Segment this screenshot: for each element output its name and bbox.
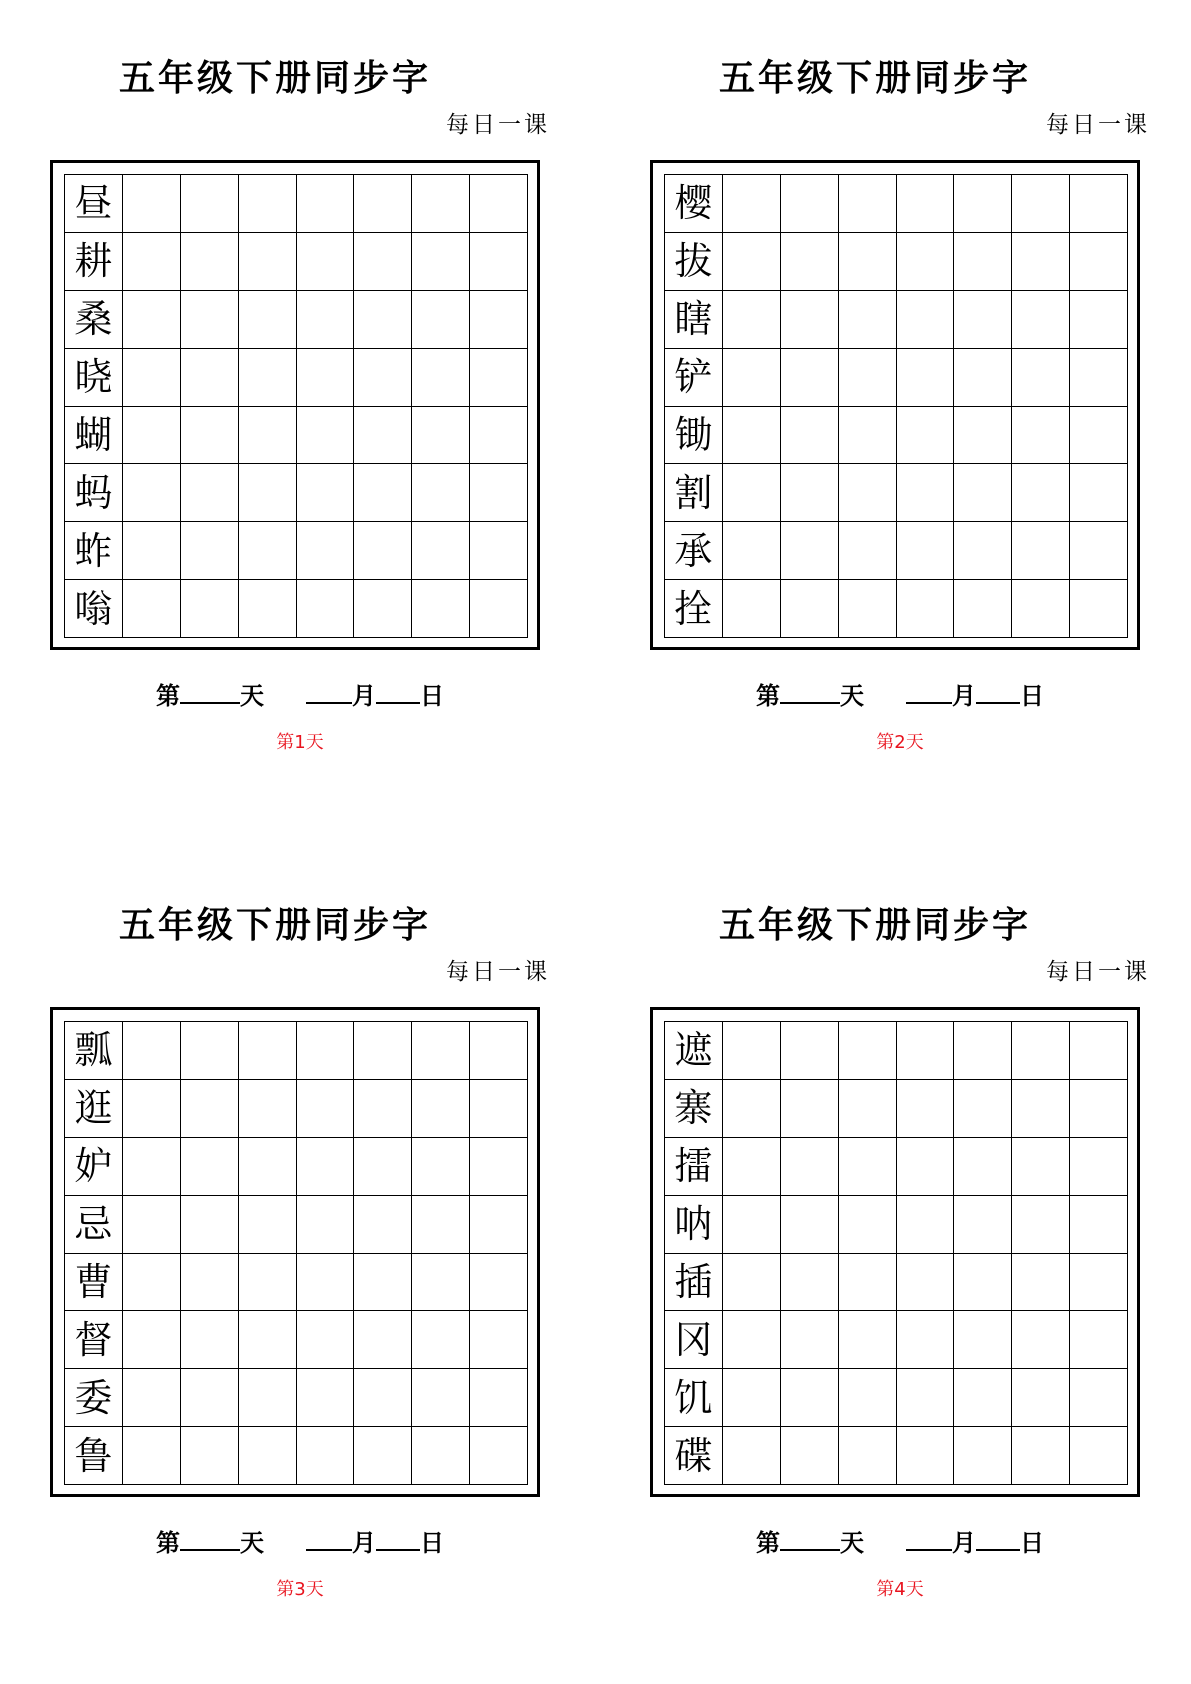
practice-cell[interactable]	[954, 1022, 1012, 1080]
practice-cell[interactable]	[181, 349, 239, 407]
practice-cell[interactable]	[181, 580, 239, 638]
practice-cell[interactable]	[123, 1196, 181, 1254]
practice-cell[interactable]	[723, 175, 781, 233]
practice-cell[interactable]	[297, 1369, 355, 1427]
practice-cell[interactable]	[354, 1311, 412, 1369]
practice-cell[interactable]	[354, 291, 412, 349]
practice-cell[interactable]	[239, 1369, 297, 1427]
practice-cell[interactable]	[412, 1254, 470, 1312]
practice-cell[interactable]	[1012, 1022, 1070, 1080]
model-character-cell: 拴	[665, 580, 723, 638]
practice-cell[interactable]	[839, 464, 897, 522]
practice-grid	[664, 1021, 1128, 1485]
practice-cell[interactable]	[897, 1080, 955, 1138]
practice-cell[interactable]	[239, 175, 297, 233]
practice-cell[interactable]	[897, 1427, 955, 1485]
model-character-cell: 委	[65, 1369, 123, 1427]
practice-cell[interactable]	[954, 349, 1012, 407]
practice-cell[interactable]	[239, 349, 297, 407]
practice-cell[interactable]	[239, 233, 297, 291]
practice-cell[interactable]	[781, 1254, 839, 1312]
practice-cell[interactable]	[470, 1254, 528, 1312]
month-blank[interactable]	[306, 1545, 352, 1551]
model-character-cell: 碟	[665, 1427, 723, 1485]
practice-cell[interactable]	[1012, 233, 1070, 291]
practice-cell[interactable]	[412, 1022, 470, 1080]
practice-cell[interactable]	[297, 175, 355, 233]
practice-cell[interactable]	[1070, 1138, 1128, 1196]
practice-cell[interactable]	[354, 175, 412, 233]
model-character-cell: 割	[665, 464, 723, 522]
practice-cell[interactable]	[297, 233, 355, 291]
practice-cell[interactable]	[239, 1254, 297, 1312]
practice-cell[interactable]	[181, 1311, 239, 1369]
practice-cell[interactable]	[1012, 464, 1070, 522]
practice-cell[interactable]	[1070, 175, 1128, 233]
practice-cell[interactable]	[1012, 1369, 1070, 1427]
model-character-cell: 锄	[665, 407, 723, 465]
practice-cell[interactable]	[897, 580, 955, 638]
practice-grid-frame	[50, 160, 540, 650]
practice-cell[interactable]	[354, 1427, 412, 1485]
practice-cell[interactable]	[412, 291, 470, 349]
practice-cell[interactable]	[470, 349, 528, 407]
worksheet-panel-day-4	[650, 887, 1150, 1607]
practice-cell[interactable]	[1070, 291, 1128, 349]
model-character-cell: 擂	[665, 1138, 723, 1196]
practice-cell[interactable]	[239, 464, 297, 522]
model-character-cell: 拔	[665, 233, 723, 291]
practice-cell[interactable]	[897, 291, 955, 349]
practice-cell[interactable]	[181, 407, 239, 465]
practice-cell[interactable]	[781, 291, 839, 349]
practice-cell[interactable]	[781, 349, 839, 407]
practice-cell[interactable]	[181, 1427, 239, 1485]
practice-cell[interactable]	[1070, 464, 1128, 522]
practice-cell[interactable]	[839, 175, 897, 233]
practice-cell[interactable]	[839, 291, 897, 349]
model-character-cell: 冈	[665, 1311, 723, 1369]
practice-cell[interactable]	[412, 407, 470, 465]
practice-cell[interactable]	[123, 1311, 181, 1369]
practice-cell[interactable]	[123, 291, 181, 349]
practice-cell[interactable]	[470, 1369, 528, 1427]
practice-cell[interactable]	[123, 1138, 181, 1196]
practice-cell[interactable]	[354, 233, 412, 291]
practice-cell[interactable]	[839, 1138, 897, 1196]
practice-cell[interactable]	[723, 522, 781, 580]
practice-grid-frame	[50, 1007, 540, 1497]
practice-cell[interactable]	[723, 291, 781, 349]
practice-cell[interactable]	[354, 1369, 412, 1427]
model-character-cell: 鲁	[65, 1427, 123, 1485]
practice-cell[interactable]	[181, 291, 239, 349]
model-character-cell: 饥	[665, 1369, 723, 1427]
worksheet-title: 五年级下册同步字	[718, 904, 1031, 946]
practice-cell[interactable]	[181, 1080, 239, 1138]
worksheet-subtitle: 每日一课	[446, 959, 550, 985]
practice-cell[interactable]	[897, 233, 955, 291]
practice-cell[interactable]	[181, 175, 239, 233]
practice-cell[interactable]	[723, 349, 781, 407]
practice-cell[interactable]	[412, 233, 470, 291]
practice-cell[interactable]	[123, 580, 181, 638]
model-character-cell: 耕	[65, 233, 123, 291]
practice-cell[interactable]	[297, 1022, 355, 1080]
practice-cell[interactable]	[723, 464, 781, 522]
model-character-cell: 嗡	[65, 580, 123, 638]
practice-cell[interactable]	[897, 1311, 955, 1369]
practice-cell[interactable]	[897, 1196, 955, 1254]
practice-cell[interactable]	[839, 1022, 897, 1080]
practice-cell[interactable]	[954, 1254, 1012, 1312]
model-character-cell: 遮	[665, 1022, 723, 1080]
practice-cell[interactable]	[954, 233, 1012, 291]
practice-cell[interactable]	[781, 1311, 839, 1369]
practice-cell[interactable]	[781, 1138, 839, 1196]
practice-cell[interactable]	[1070, 233, 1128, 291]
practice-cell[interactable]	[839, 1080, 897, 1138]
practice-cell[interactable]	[839, 349, 897, 407]
practice-cell[interactable]	[781, 1427, 839, 1485]
practice-cell[interactable]	[123, 233, 181, 291]
practice-cell[interactable]	[954, 291, 1012, 349]
practice-cell[interactable]	[297, 291, 355, 349]
model-character-cell: 逛	[65, 1080, 123, 1138]
practice-cell[interactable]	[954, 522, 1012, 580]
practice-cell[interactable]	[723, 580, 781, 638]
practice-cell[interactable]	[470, 1022, 528, 1080]
practice-cell[interactable]	[123, 1369, 181, 1427]
model-character-cell: 插	[665, 1254, 723, 1312]
practice-cell[interactable]	[954, 1138, 1012, 1196]
model-character-cell: 寨	[665, 1080, 723, 1138]
day-blank[interactable]	[976, 698, 1020, 704]
practice-cell[interactable]	[123, 1022, 181, 1080]
practice-cell[interactable]	[354, 1138, 412, 1196]
month-blank[interactable]	[306, 698, 352, 704]
practice-grid	[64, 174, 528, 638]
practice-cell[interactable]	[412, 1311, 470, 1369]
practice-cell[interactable]	[1012, 1196, 1070, 1254]
practice-cell[interactable]	[354, 1022, 412, 1080]
practice-cell[interactable]	[297, 1196, 355, 1254]
day-blank[interactable]	[976, 1545, 1020, 1551]
practice-cell[interactable]	[839, 580, 897, 638]
day-label: 第4天	[876, 1579, 924, 1600]
practice-cell[interactable]	[181, 1369, 239, 1427]
practice-cell[interactable]	[297, 1080, 355, 1138]
month-blank[interactable]	[906, 1545, 952, 1551]
worksheet-subtitle: 每日一课	[1046, 112, 1150, 138]
worksheet-panel-day-1	[50, 40, 550, 760]
practice-cell[interactable]	[412, 464, 470, 522]
date-line: 第 天 月 日	[156, 681, 444, 710]
practice-cell[interactable]	[297, 580, 355, 638]
practice-cell[interactable]	[470, 580, 528, 638]
practice-cell[interactable]	[181, 1196, 239, 1254]
practice-cell[interactable]	[470, 175, 528, 233]
practice-cell[interactable]	[723, 1080, 781, 1138]
practice-cell[interactable]	[123, 349, 181, 407]
practice-cell[interactable]	[1070, 522, 1128, 580]
practice-cell[interactable]	[781, 1022, 839, 1080]
practice-cell[interactable]	[123, 1427, 181, 1485]
day-number-blank[interactable]	[780, 698, 840, 704]
practice-cell[interactable]	[470, 1311, 528, 1369]
practice-cell[interactable]	[897, 1254, 955, 1312]
practice-cell[interactable]	[1070, 1311, 1128, 1369]
practice-cell[interactable]	[723, 1311, 781, 1369]
practice-cell[interactable]	[1012, 1311, 1070, 1369]
practice-cell[interactable]	[412, 1369, 470, 1427]
practice-cell[interactable]	[897, 349, 955, 407]
practice-cell[interactable]	[239, 1427, 297, 1485]
practice-cell[interactable]	[297, 349, 355, 407]
model-character-cell: 督	[65, 1311, 123, 1369]
practice-grid	[64, 1021, 528, 1485]
practice-cell[interactable]	[123, 522, 181, 580]
practice-cell[interactable]	[354, 1080, 412, 1138]
practice-cell[interactable]	[1012, 522, 1070, 580]
model-character-cell: 蚂	[65, 464, 123, 522]
practice-cell[interactable]	[470, 1138, 528, 1196]
practice-cell[interactable]	[123, 464, 181, 522]
day-label: 第2天	[876, 732, 924, 753]
practice-cell[interactable]	[897, 1138, 955, 1196]
practice-cell[interactable]	[781, 1196, 839, 1254]
practice-cell[interactable]	[412, 175, 470, 233]
model-character-cell: 承	[665, 522, 723, 580]
practice-cell[interactable]	[723, 1369, 781, 1427]
practice-cell[interactable]	[1070, 1369, 1128, 1427]
model-character-cell: 蝴	[65, 407, 123, 465]
practice-cell[interactable]	[412, 1080, 470, 1138]
practice-cell[interactable]	[470, 522, 528, 580]
practice-cell[interactable]	[954, 1311, 1012, 1369]
practice-cell[interactable]	[839, 1369, 897, 1427]
practice-cell[interactable]	[181, 464, 239, 522]
practice-cell[interactable]	[839, 1311, 897, 1369]
practice-cell[interactable]	[839, 407, 897, 465]
practice-cell[interactable]	[412, 1138, 470, 1196]
worksheet-panel-day-3	[50, 887, 550, 1607]
practice-cell[interactable]	[297, 407, 355, 465]
practice-cell[interactable]	[954, 175, 1012, 233]
practice-cell[interactable]	[1070, 1022, 1128, 1080]
day-label: 第1天	[276, 732, 324, 753]
practice-cell[interactable]	[839, 1427, 897, 1485]
practice-cell[interactable]	[897, 1022, 955, 1080]
practice-cell[interactable]	[954, 580, 1012, 638]
model-character-cell: 忌	[65, 1196, 123, 1254]
practice-cell[interactable]	[897, 1369, 955, 1427]
model-character-cell: 妒	[65, 1138, 123, 1196]
practice-cell[interactable]	[239, 1311, 297, 1369]
practice-cell[interactable]	[123, 1254, 181, 1312]
model-character-cell: 昼	[65, 175, 123, 233]
model-character-cell: 瞎	[665, 291, 723, 349]
practice-cell[interactable]	[1070, 1196, 1128, 1254]
practice-cell[interactable]	[239, 1022, 297, 1080]
model-character-cell: 瓢	[65, 1022, 123, 1080]
practice-cell[interactable]	[781, 1369, 839, 1427]
practice-cell[interactable]	[181, 522, 239, 580]
practice-cell[interactable]	[954, 1196, 1012, 1254]
practice-cell[interactable]	[239, 291, 297, 349]
practice-cell[interactable]	[723, 1022, 781, 1080]
practice-cell[interactable]	[123, 1080, 181, 1138]
practice-cell[interactable]	[354, 464, 412, 522]
practice-cell[interactable]	[181, 1022, 239, 1080]
practice-cell[interactable]	[1012, 1138, 1070, 1196]
practice-cell[interactable]	[1012, 349, 1070, 407]
practice-cell[interactable]	[781, 580, 839, 638]
practice-cell[interactable]	[897, 407, 955, 465]
practice-cell[interactable]	[1012, 1427, 1070, 1485]
practice-cell[interactable]	[897, 464, 955, 522]
practice-cell[interactable]	[470, 1427, 528, 1485]
practice-cell[interactable]	[897, 175, 955, 233]
practice-cell[interactable]	[297, 464, 355, 522]
practice-cell[interactable]	[1070, 407, 1128, 465]
practice-grid-frame	[650, 1007, 1140, 1497]
practice-cell[interactable]	[239, 580, 297, 638]
practice-cell[interactable]	[412, 1196, 470, 1254]
practice-cell[interactable]	[839, 233, 897, 291]
practice-cell[interactable]	[897, 522, 955, 580]
practice-cell[interactable]	[1070, 349, 1128, 407]
practice-cell[interactable]	[470, 464, 528, 522]
practice-cell[interactable]	[470, 1196, 528, 1254]
practice-cell[interactable]	[781, 175, 839, 233]
practice-cell[interactable]	[354, 1196, 412, 1254]
practice-cell[interactable]	[1012, 1080, 1070, 1138]
month-blank[interactable]	[906, 698, 952, 704]
practice-cell[interactable]	[723, 1254, 781, 1312]
practice-cell[interactable]	[1070, 1254, 1128, 1312]
practice-cell[interactable]	[839, 522, 897, 580]
practice-cell[interactable]	[412, 522, 470, 580]
day-number-blank[interactable]	[180, 1545, 240, 1551]
practice-cell[interactable]	[781, 233, 839, 291]
practice-cell[interactable]	[723, 1196, 781, 1254]
practice-cell[interactable]	[1012, 580, 1070, 638]
practice-cell[interactable]	[723, 1427, 781, 1485]
model-character-cell: 曹	[65, 1254, 123, 1312]
practice-cell[interactable]	[781, 464, 839, 522]
worksheet-panel-day-2	[650, 40, 1150, 760]
worksheet-title: 五年级下册同步字	[718, 57, 1031, 99]
practice-cell[interactable]	[839, 1254, 897, 1312]
practice-cell[interactable]	[470, 1080, 528, 1138]
practice-cell[interactable]	[954, 1427, 1012, 1485]
practice-cell[interactable]	[1012, 291, 1070, 349]
practice-cell[interactable]	[123, 175, 181, 233]
practice-cell[interactable]	[412, 349, 470, 407]
model-character-cell: 桑	[65, 291, 123, 349]
date-line: 第 天 月 日	[756, 1528, 1044, 1557]
date-line: 第 天 月 日	[756, 681, 1044, 710]
practice-grid	[664, 174, 1128, 638]
practice-cell[interactable]	[123, 407, 181, 465]
practice-cell[interactable]	[412, 1427, 470, 1485]
practice-cell[interactable]	[181, 1138, 239, 1196]
practice-cell[interactable]	[781, 522, 839, 580]
practice-cell[interactable]	[181, 233, 239, 291]
practice-cell[interactable]	[239, 1196, 297, 1254]
practice-cell[interactable]	[723, 1138, 781, 1196]
practice-cell[interactable]	[239, 407, 297, 465]
day-blank[interactable]	[376, 1545, 420, 1551]
practice-cell[interactable]	[781, 1080, 839, 1138]
model-character-cell: 晓	[65, 349, 123, 407]
day-number-blank[interactable]	[780, 1545, 840, 1551]
practice-cell[interactable]	[723, 233, 781, 291]
practice-cell[interactable]	[297, 1254, 355, 1312]
practice-cell[interactable]	[470, 233, 528, 291]
practice-cell[interactable]	[354, 349, 412, 407]
worksheet-title: 五年级下册同步字	[118, 904, 431, 946]
practice-cell[interactable]	[354, 407, 412, 465]
day-number-blank[interactable]	[180, 698, 240, 704]
practice-cell[interactable]	[354, 1254, 412, 1312]
model-character-cell: 铲	[665, 349, 723, 407]
practice-cell[interactable]	[954, 464, 1012, 522]
practice-cell[interactable]	[239, 522, 297, 580]
practice-cell[interactable]	[1070, 580, 1128, 638]
model-character-cell: 呐	[665, 1196, 723, 1254]
practice-cell[interactable]	[470, 291, 528, 349]
practice-cell[interactable]	[239, 1080, 297, 1138]
date-line: 第 天 月 日	[156, 1528, 444, 1557]
practice-cell[interactable]	[1012, 175, 1070, 233]
practice-cell[interactable]	[354, 580, 412, 638]
practice-cell[interactable]	[954, 1080, 1012, 1138]
practice-cell[interactable]	[412, 580, 470, 638]
practice-grid-frame	[650, 160, 1140, 650]
practice-cell[interactable]	[1070, 1080, 1128, 1138]
model-character-cell: 樱	[665, 175, 723, 233]
practice-cell[interactable]	[297, 1311, 355, 1369]
practice-cell[interactable]	[239, 1138, 297, 1196]
day-blank[interactable]	[376, 698, 420, 704]
practice-cell[interactable]	[297, 1427, 355, 1485]
practice-cell[interactable]	[470, 407, 528, 465]
practice-cell[interactable]	[954, 1369, 1012, 1427]
practice-cell[interactable]	[354, 522, 412, 580]
worksheet-subtitle: 每日一课	[446, 112, 550, 138]
day-label: 第3天	[276, 1579, 324, 1600]
worksheet-subtitle: 每日一课	[1046, 959, 1150, 985]
practice-cell[interactable]	[1070, 1427, 1128, 1485]
practice-cell[interactable]	[839, 1196, 897, 1254]
practice-cell[interactable]	[1012, 1254, 1070, 1312]
practice-cell[interactable]	[1012, 407, 1070, 465]
practice-cell[interactable]	[954, 407, 1012, 465]
practice-cell[interactable]	[723, 407, 781, 465]
practice-cell[interactable]	[181, 1254, 239, 1312]
practice-cell[interactable]	[781, 407, 839, 465]
model-character-cell: 蚱	[65, 522, 123, 580]
practice-cell[interactable]	[297, 1138, 355, 1196]
practice-cell[interactable]	[297, 522, 355, 580]
worksheet-title: 五年级下册同步字	[118, 57, 431, 99]
